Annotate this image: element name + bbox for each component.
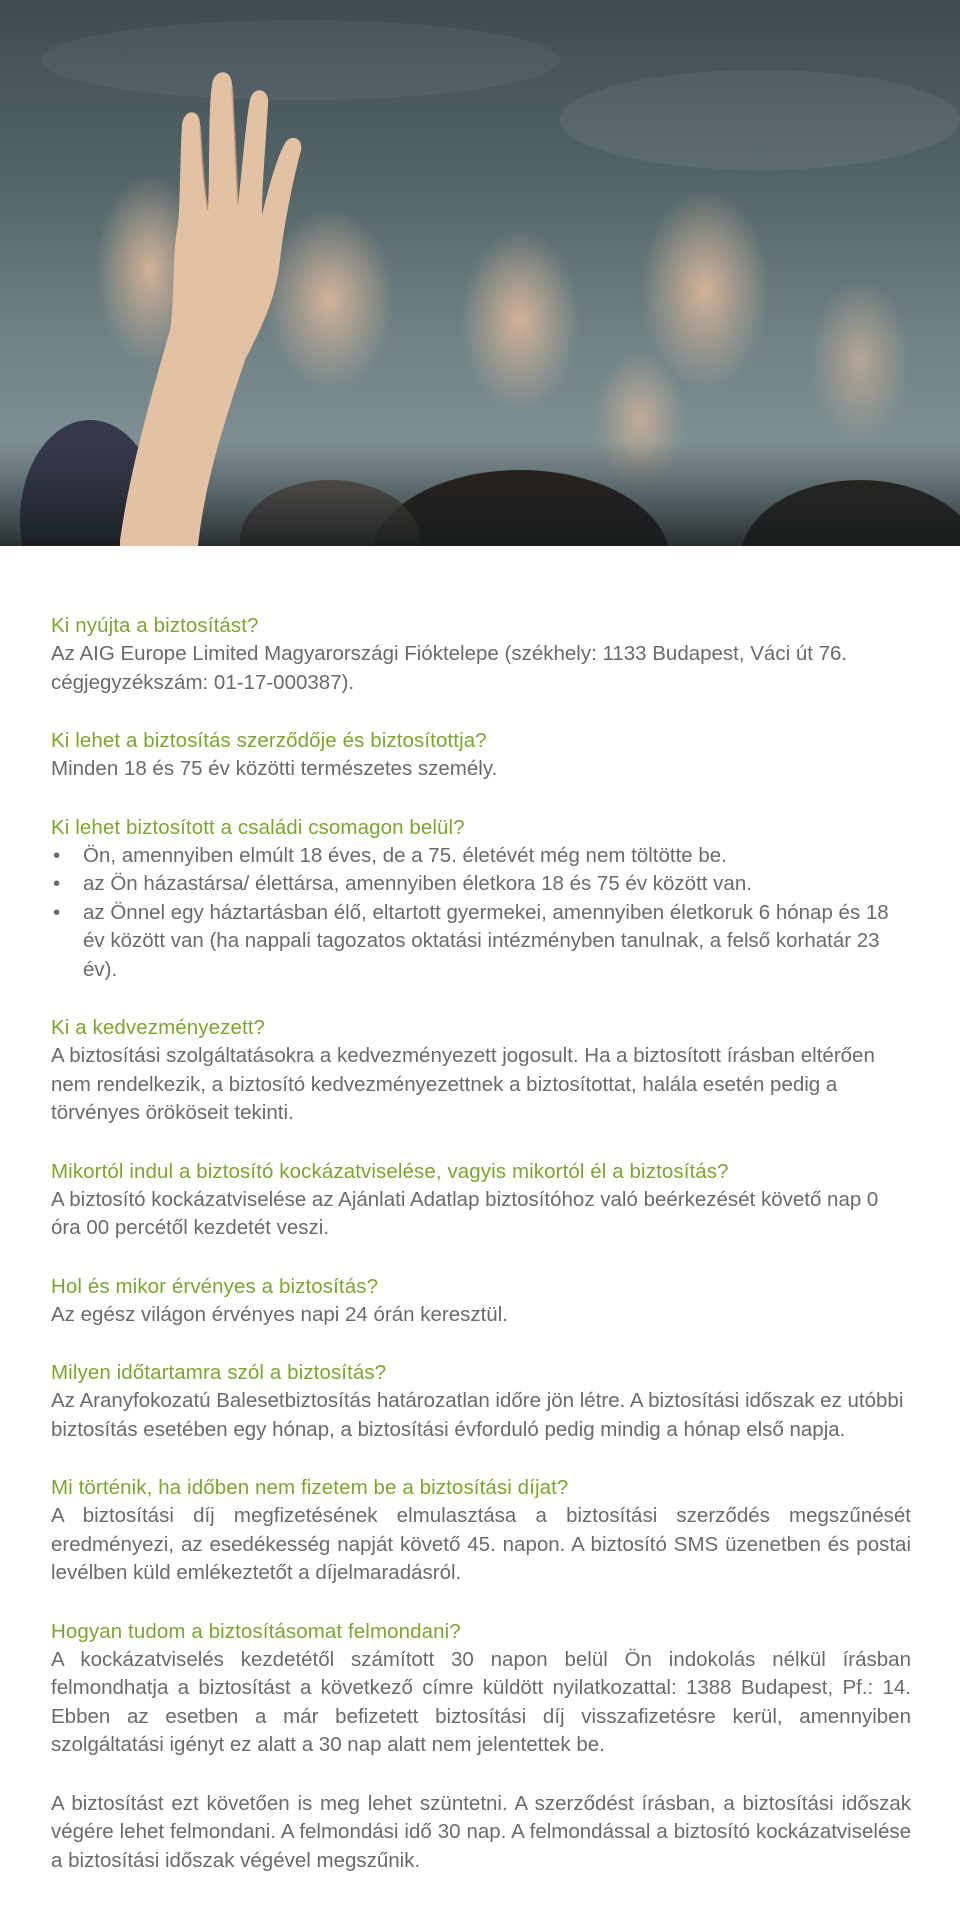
faq-content bbox=[51, 612, 911, 1905]
faq-section bbox=[51, 612, 911, 697]
faq-answer: A biztosítási szolgáltatásokra a kedvezményezett jogosult. Ha a biztosított írásban eltérően nem rendelkezik, a biztosító kedvezményezettnek a biztosítottat, halála esetén pedig a törvényes örököseit tekinti. bbox=[51, 1044, 875, 1124]
faq-answer: Az AIG Europe Limited Magyarországi Fióktelepe (székhely: 1133 Budapest, Váci út 76. cégjegyzékszám: 01-17-000387). bbox=[51, 642, 848, 694]
faq-section bbox=[51, 1158, 911, 1243]
faq-section bbox=[51, 1474, 911, 1588]
faq-section bbox=[51, 1618, 911, 1760]
faq-answer: Az Aranyfokozatú Balesetbiztosítás határozatlan időre jön létre. A biztosítási időszak ez utóbbi biztosítás esetében egy hónap, a biztosítási évforduló pedig mindig a hónap első napja. bbox=[51, 1389, 904, 1441]
faq-section bbox=[51, 727, 911, 784]
list-item: • az Ön házastársa/ élettársa, amennyiben életkora 18 és 75 év között van. bbox=[51, 870, 911, 899]
faq-question: Hol és mikor érvényes a biztosítás? bbox=[51, 1274, 379, 1298]
faq-section bbox=[51, 1273, 911, 1330]
faq-question: Ki lehet biztosított a családi csomagon belül? bbox=[51, 815, 465, 839]
faq-answer: A biztosítást ezt követően is meg lehet szüntetni. A szerződést írásban, a biztosítási időszak végére lehet felmondani. A felmondási idő 30 nap. A felmondással a biztosító kockázatviselése a biztosítási időszak végével megszűnik. bbox=[51, 1791, 911, 1872]
classroom-raised-hands-photo bbox=[0, 0, 960, 546]
faq-section bbox=[51, 814, 911, 985]
faq-answer: A biztosító kockázatviselése az Ajánlati Adatlap biztosítóhoz való beérkezését követő nap 0 óra 00 percétől kezdetét veszi. bbox=[51, 1187, 879, 1239]
list-item: • az Önnel egy háztartásban élő, eltartott gyermekei, amennyiben életkoruk 6 hónap és 18 év között van (ha nappali tagozatos oktatási intézményben tanulnak, a felső korhatár 23 év). bbox=[51, 899, 911, 985]
bullet-list bbox=[51, 842, 911, 985]
faq-question: Ki lehet a biztosítás szerződője és biztosítottja? bbox=[51, 729, 487, 752]
hero-image bbox=[0, 0, 960, 546]
faq-section bbox=[51, 1790, 911, 1876]
faq-section bbox=[51, 1014, 911, 1128]
faq-answer: Az egész világon érvényes napi 24 órán keresztül. bbox=[51, 1302, 508, 1326]
faq-question: Mikortól indul a biztosító kockázatviselése, vagyis mikortól él a biztosítás? bbox=[51, 1159, 729, 1183]
faq-question: Ki nyújta a biztosítást? bbox=[51, 614, 259, 637]
list-item: • Ön, amennyiben elmúlt 18 éves, de a 75. életévét még nem töltötte be. bbox=[51, 842, 911, 871]
faq-question: Hogyan tudom a biztosításomat felmondani? bbox=[51, 1619, 461, 1643]
faq-answer: A kockázatviselés kezdetétől számított 30 napon belül Ön indokolás nélkül írásban felmondhatja a biztosítást a következő címre küldött nyilatkozattal: 1388 Budapest, Pf.: 14. Ebben az esetben a már befizetett biztosítási díj visszafizetésre kerül, amennyiben szolgáltatási igényt ez alatt a 30 nap alatt nem jelentettek be. bbox=[51, 1647, 911, 1756]
faq-section bbox=[51, 1359, 911, 1444]
faq-question: Ki a kedvezményezett? bbox=[51, 1016, 266, 1039]
faq-question: Milyen időtartamra szól a biztosítás? bbox=[51, 1361, 387, 1384]
faq-answer: Minden 18 és 75 év közötti természetes személy. bbox=[51, 757, 498, 780]
faq-question: Mi történik, ha időben nem fizetem be a biztosítási díjat? bbox=[51, 1476, 569, 1499]
faq-answer: A biztosítási díj megfizetésének elmulasztása a biztosítási szerződés megszűnését eredményezi, az esedékesség napját követő 45. napon. A biztosító SMS üzenetben és postai levélben küld emlékeztetőt a díjelmaradásról. bbox=[51, 1504, 911, 1584]
